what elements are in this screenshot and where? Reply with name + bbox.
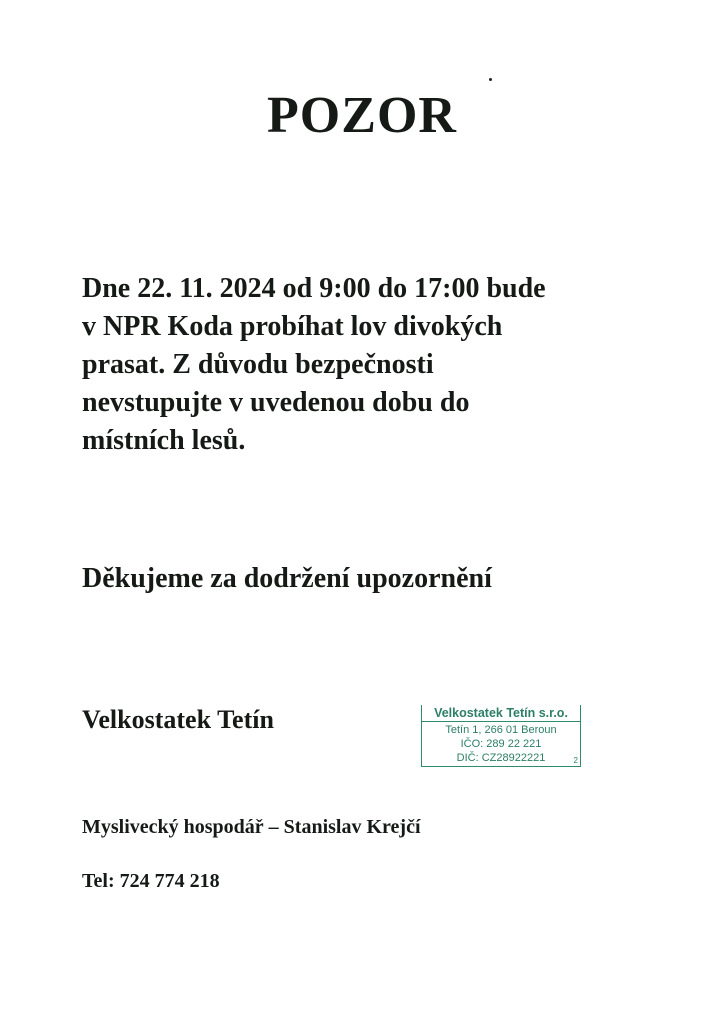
company-stamp bbox=[421, 705, 581, 767]
body-line: nevstupujte v uvedenou dobu do bbox=[82, 387, 470, 418]
manager-line: Myslivecký hospodář – Stanislav Krejčí bbox=[82, 816, 421, 838]
scan-speck bbox=[489, 78, 492, 81]
body-line: prasat. Z důvodu bezpečnosti bbox=[82, 349, 434, 380]
phone-line: Tel: 724 774 218 bbox=[82, 870, 220, 892]
body-line: v NPR Koda probíhat lov divokých bbox=[82, 311, 503, 342]
stamp-address-line: Tetín 1, 266 01 Beroun bbox=[445, 724, 557, 736]
body-line: Dne 22. 11. 2024 od 9:00 do 17:00 bude bbox=[82, 273, 546, 304]
notice-title: POZOR bbox=[267, 87, 457, 144]
thanks-text: Děkujeme za dodržení upozornění bbox=[82, 563, 492, 594]
stamp-company-line: Velkostatek Tetín s.r.o. bbox=[422, 705, 580, 722]
notice-body bbox=[82, 270, 642, 460]
stamp-ico-line: IČO: 289 22 221 bbox=[460, 738, 542, 750]
stamp-dic-line: DIČ: CZ28922221 bbox=[456, 752, 546, 764]
body-line: místních lesů. bbox=[82, 425, 246, 456]
stamp-mark: 2 bbox=[573, 756, 578, 765]
company-name: Velkostatek Tetín bbox=[82, 705, 274, 734]
